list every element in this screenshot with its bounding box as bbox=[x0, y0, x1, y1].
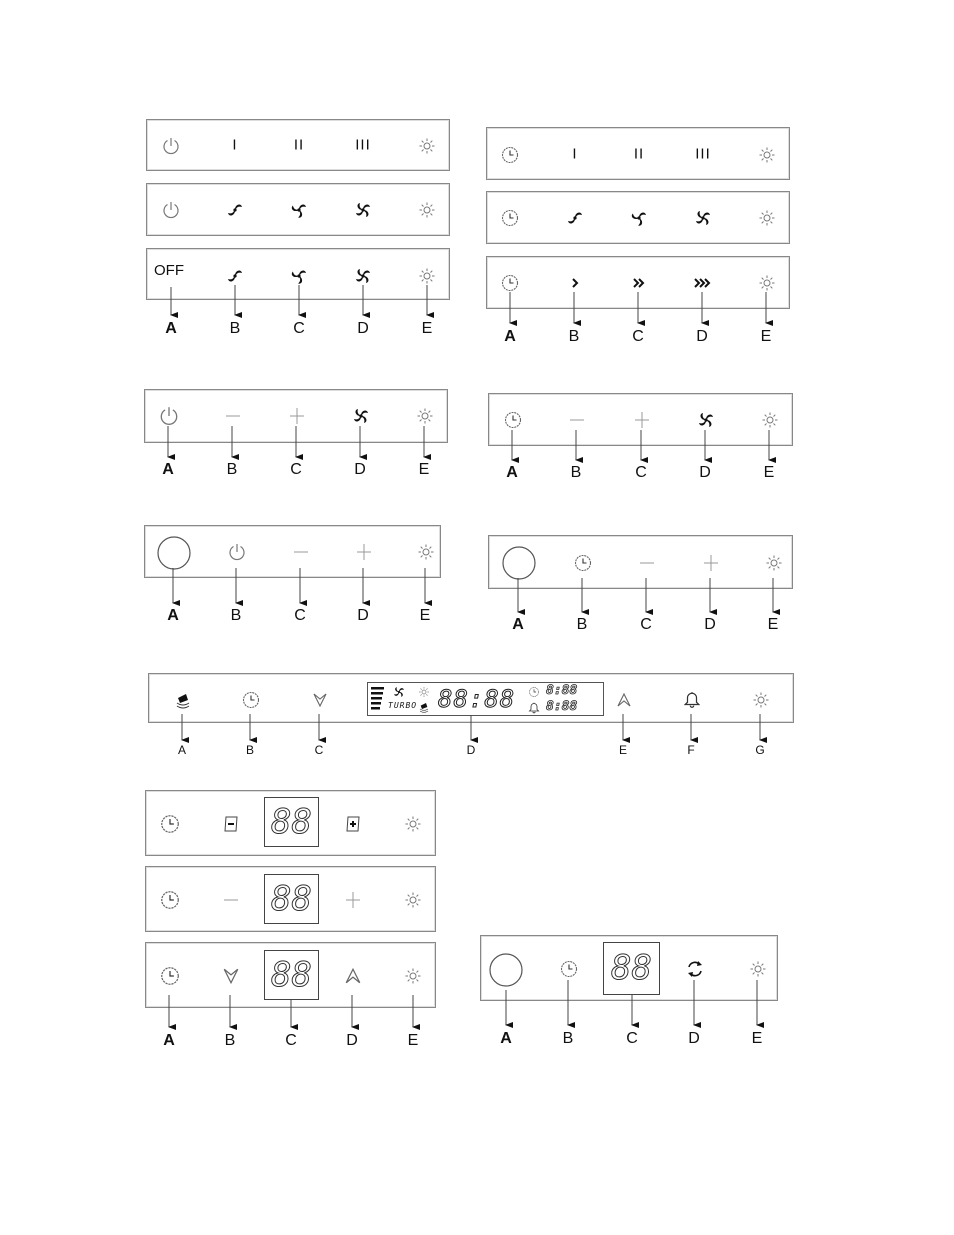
minus-icon[interactable] bbox=[292, 543, 310, 561]
label-e: E bbox=[751, 1030, 763, 1047]
label-c: C bbox=[293, 320, 305, 337]
panel-left-5 bbox=[144, 525, 441, 578]
panel-left-1 bbox=[146, 119, 450, 171]
label-e: E bbox=[407, 1032, 419, 1049]
label-e: E bbox=[760, 328, 772, 345]
fan-speed-3-icon[interactable] bbox=[353, 266, 373, 286]
main-knob[interactable] bbox=[488, 952, 524, 988]
up-arrow-icon[interactable] bbox=[616, 692, 632, 708]
filter-icon[interactable] bbox=[174, 691, 192, 709]
label-e: E bbox=[763, 464, 775, 481]
label-b: B bbox=[230, 607, 242, 624]
label-c: C bbox=[314, 743, 324, 757]
minus-icon[interactable] bbox=[222, 891, 240, 909]
power-icon[interactable] bbox=[158, 405, 180, 427]
label-a: A bbox=[177, 743, 187, 757]
seven-segment-display bbox=[603, 942, 660, 995]
display-digits: 88 bbox=[271, 802, 312, 842]
light-icon bbox=[418, 686, 430, 698]
label-e: E bbox=[767, 616, 779, 633]
power-icon[interactable] bbox=[161, 200, 181, 220]
off-button[interactable]: OFF bbox=[154, 262, 184, 279]
main-knob[interactable] bbox=[501, 545, 537, 581]
label-c: C bbox=[626, 1030, 638, 1047]
clock-icon[interactable] bbox=[559, 959, 579, 979]
speed-2-button[interactable]: II bbox=[633, 145, 645, 163]
clock-icon[interactable] bbox=[500, 145, 520, 165]
label-a: A bbox=[167, 607, 179, 624]
light-icon[interactable] bbox=[404, 815, 422, 833]
panel-left-8 bbox=[145, 942, 436, 1008]
light-icon[interactable] bbox=[765, 554, 783, 572]
panel-left-6 bbox=[145, 790, 436, 856]
fan-speed-2-icon[interactable] bbox=[629, 208, 649, 228]
chevron-right-icon[interactable] bbox=[565, 275, 585, 291]
clock-icon[interactable] bbox=[159, 965, 181, 987]
light-icon[interactable] bbox=[758, 274, 776, 292]
panel-right-4 bbox=[488, 393, 793, 446]
fan-speed-1-icon[interactable] bbox=[565, 208, 585, 228]
label-e: E bbox=[419, 607, 431, 624]
clock-icon[interactable] bbox=[159, 889, 181, 911]
plus-icon[interactable] bbox=[288, 407, 306, 425]
label-e: E bbox=[618, 743, 628, 757]
speed-3-button[interactable]: III bbox=[355, 136, 371, 154]
panel-wide-lcd bbox=[148, 673, 794, 723]
label-b: B bbox=[245, 743, 255, 757]
speed-2-button[interactable]: II bbox=[293, 136, 305, 154]
clock-digits: 88:88 bbox=[438, 685, 516, 713]
timer-digits: 8:88 bbox=[546, 683, 578, 698]
speed-1-button[interactable]: I bbox=[572, 145, 578, 163]
light-icon[interactable] bbox=[752, 691, 770, 709]
lcd-display bbox=[367, 682, 604, 716]
rotate-icon[interactable] bbox=[685, 959, 705, 979]
label-d: D bbox=[357, 607, 369, 624]
fan-speed-1-icon[interactable] bbox=[225, 200, 245, 220]
fan-speed-1-icon[interactable] bbox=[225, 266, 245, 286]
label-d: D bbox=[466, 743, 476, 757]
light-icon[interactable] bbox=[416, 407, 434, 425]
turbo-label: TURBO bbox=[388, 701, 418, 710]
plus-icon[interactable] bbox=[702, 554, 720, 572]
label-c: C bbox=[635, 464, 647, 481]
label-d: D bbox=[699, 464, 711, 481]
minus-icon[interactable] bbox=[568, 411, 586, 429]
panel-right-3 bbox=[486, 256, 790, 309]
label-c: C bbox=[294, 607, 306, 624]
down-arrow-icon[interactable] bbox=[222, 967, 240, 985]
clock-icon[interactable] bbox=[500, 273, 520, 293]
down-arrow-icon[interactable] bbox=[312, 692, 328, 708]
light-icon[interactable] bbox=[749, 960, 767, 978]
alarm-digits: 8:88 bbox=[546, 699, 578, 714]
label-c: C bbox=[290, 461, 302, 478]
label-b: B bbox=[229, 320, 241, 337]
label-b: B bbox=[224, 1032, 236, 1049]
clock-icon[interactable] bbox=[159, 813, 181, 835]
label-c: C bbox=[285, 1032, 297, 1049]
label-f: F bbox=[687, 743, 695, 757]
label-d: D bbox=[357, 320, 369, 337]
label-a: A bbox=[512, 616, 524, 633]
light-icon[interactable] bbox=[418, 267, 436, 285]
light-icon[interactable] bbox=[418, 201, 436, 219]
clock-icon[interactable] bbox=[573, 553, 593, 573]
up-arrow-icon[interactable] bbox=[344, 967, 362, 985]
clock-icon bbox=[528, 686, 540, 698]
minus-icon[interactable] bbox=[224, 407, 242, 425]
label-g: G bbox=[755, 743, 765, 757]
label-b: B bbox=[568, 328, 580, 345]
label-b: B bbox=[576, 616, 588, 633]
panel-left-4 bbox=[144, 389, 448, 443]
plus-icon[interactable] bbox=[344, 814, 362, 834]
clock-icon[interactable] bbox=[241, 690, 261, 710]
label-d: D bbox=[688, 1030, 700, 1047]
label-a: A bbox=[504, 328, 516, 345]
speed-3-button[interactable]: III bbox=[695, 145, 711, 163]
panel-left-2 bbox=[146, 183, 450, 236]
fan-speed-3-icon[interactable] bbox=[693, 208, 713, 228]
label-b: B bbox=[226, 461, 238, 478]
power-icon[interactable] bbox=[227, 542, 247, 562]
display-digits: 88 bbox=[271, 879, 312, 919]
fan-speed-2-icon[interactable] bbox=[289, 200, 309, 220]
light-icon[interactable] bbox=[417, 543, 435, 561]
filter-icon bbox=[418, 701, 430, 713]
panel-right-1 bbox=[486, 127, 790, 180]
fan-speed-3-icon[interactable] bbox=[353, 200, 373, 220]
minus-icon[interactable] bbox=[222, 814, 240, 834]
label-a: A bbox=[162, 461, 174, 478]
double-chevron-icon[interactable] bbox=[629, 275, 649, 291]
label-b: B bbox=[570, 464, 582, 481]
light-icon[interactable] bbox=[761, 411, 779, 429]
fan-icon[interactable] bbox=[351, 406, 371, 426]
speed-1-button[interactable]: I bbox=[232, 136, 238, 154]
fan-level-bars-icon bbox=[371, 686, 385, 714]
label-a: A bbox=[500, 1030, 512, 1047]
minus-icon[interactable] bbox=[638, 554, 656, 572]
main-knob[interactable] bbox=[156, 535, 192, 571]
label-a: A bbox=[506, 464, 518, 481]
clock-icon[interactable] bbox=[500, 208, 520, 228]
plus-icon[interactable] bbox=[633, 411, 651, 429]
label-d: D bbox=[696, 328, 708, 345]
label-d: D bbox=[346, 1032, 358, 1049]
seven-segment-display bbox=[264, 797, 319, 847]
label-c: C bbox=[640, 616, 652, 633]
label-d: D bbox=[354, 461, 366, 478]
fan-icon bbox=[392, 685, 406, 699]
display-digits: 88 bbox=[271, 955, 312, 995]
panel-right-2 bbox=[486, 191, 790, 244]
plus-icon[interactable] bbox=[355, 543, 373, 561]
plus-icon[interactable] bbox=[344, 891, 362, 909]
light-icon[interactable] bbox=[404, 967, 422, 985]
panel-left-7 bbox=[145, 866, 436, 932]
bell-icon bbox=[528, 702, 540, 714]
light-icon[interactable] bbox=[758, 146, 776, 164]
light-icon[interactable] bbox=[404, 891, 422, 909]
bell-icon[interactable] bbox=[683, 691, 701, 709]
fan-speed-2-icon[interactable] bbox=[289, 266, 309, 286]
panel-right-5 bbox=[488, 535, 793, 589]
triple-chevron-icon[interactable] bbox=[692, 275, 714, 291]
light-icon[interactable] bbox=[758, 209, 776, 227]
seven-segment-display bbox=[264, 950, 319, 1000]
panel-right-6 bbox=[480, 935, 778, 1001]
label-e: E bbox=[421, 320, 433, 337]
label-c: C bbox=[632, 328, 644, 345]
light-icon[interactable] bbox=[418, 137, 436, 155]
power-icon[interactable] bbox=[161, 136, 181, 156]
label-b: B bbox=[562, 1030, 574, 1047]
label-a: A bbox=[163, 1032, 175, 1049]
label-e: E bbox=[418, 461, 430, 478]
seven-segment-display bbox=[264, 874, 319, 924]
fan-icon[interactable] bbox=[696, 410, 716, 430]
display-digits: 88 bbox=[611, 948, 652, 988]
panel-left-3 bbox=[146, 248, 450, 300]
label-d: D bbox=[704, 616, 716, 633]
clock-icon[interactable] bbox=[503, 410, 523, 430]
label-a: A bbox=[165, 320, 177, 337]
